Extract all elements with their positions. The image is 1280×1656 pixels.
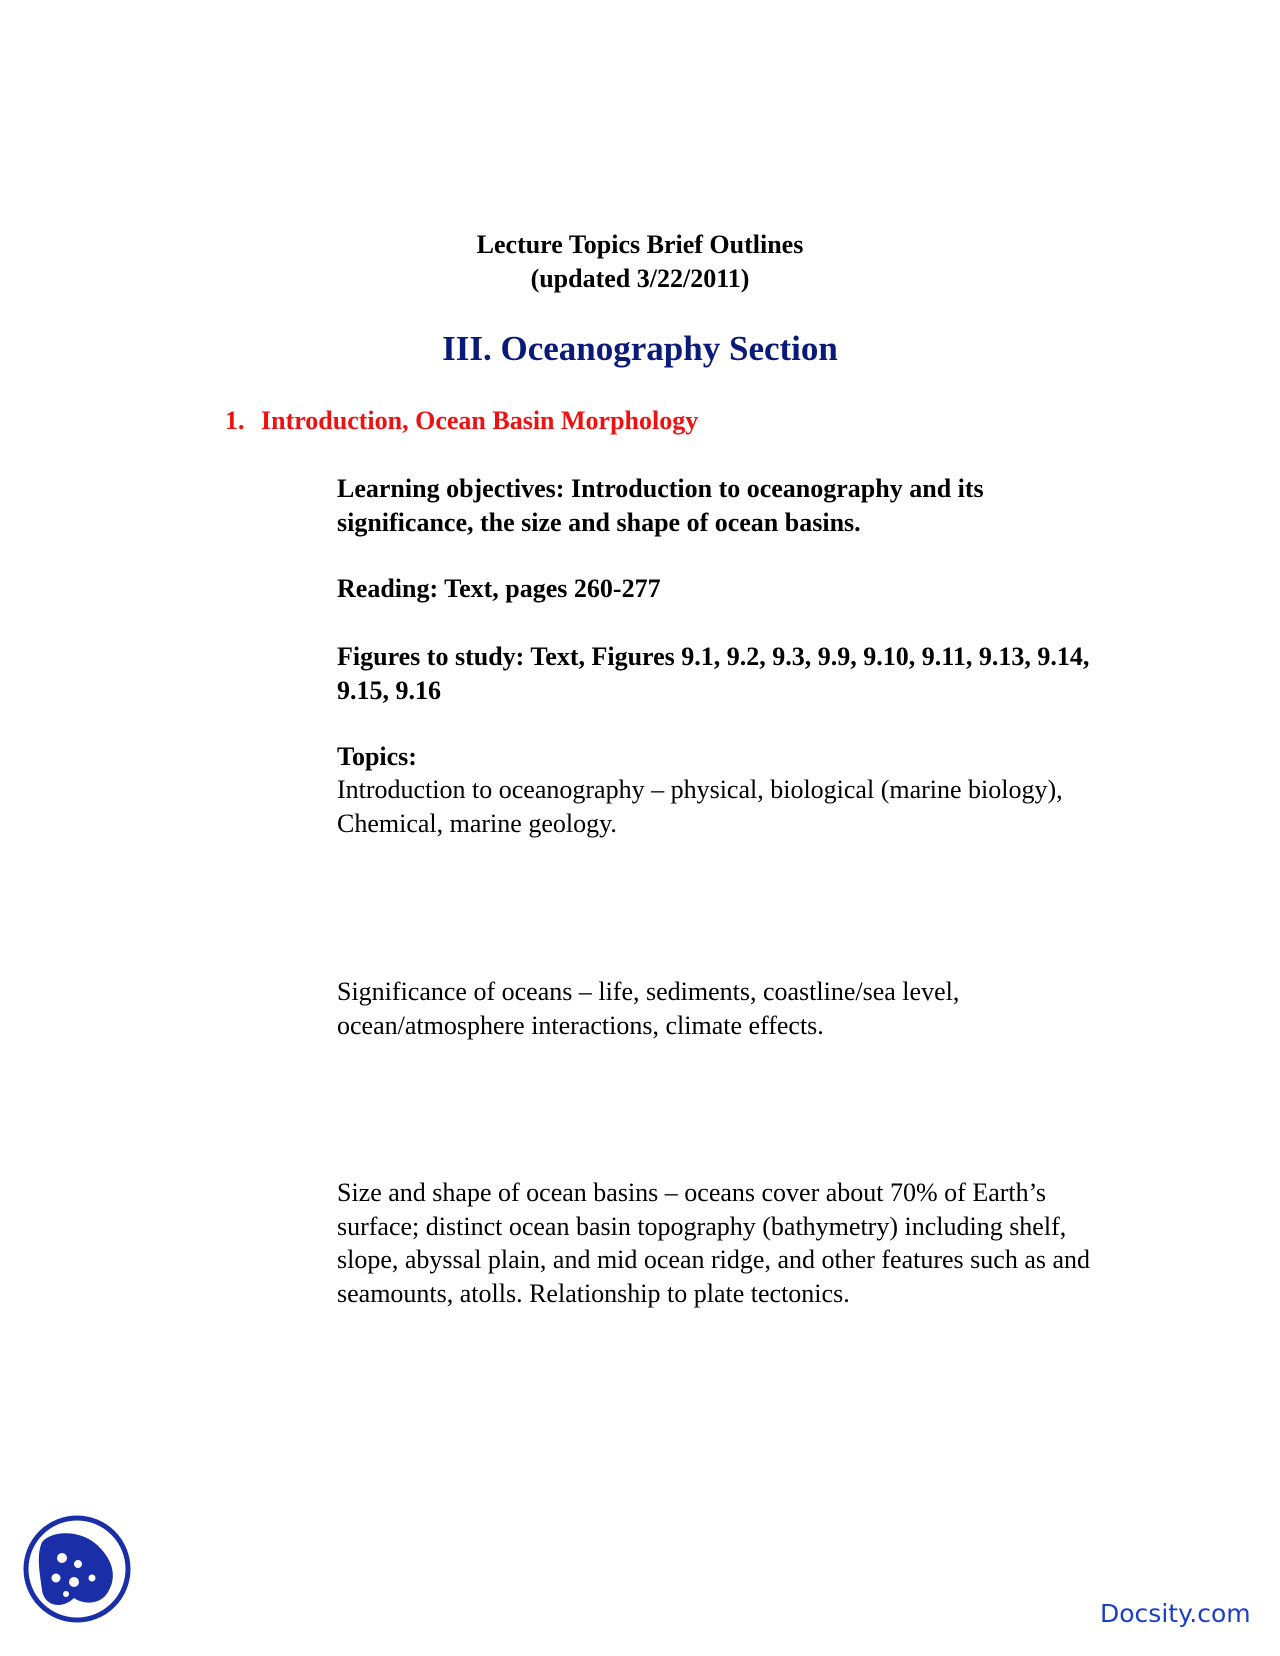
document-title: Lecture Topics Brief Outlines bbox=[476, 230, 804, 259]
reading-assignment: Reading: Text, pages 260-277 bbox=[337, 574, 661, 603]
updated-date: (updated 3/22/2011) bbox=[530, 264, 750, 293]
topic-item: Significance of oceans – life, sediments, coastline/sea level, ocean/atmosphere interactions, climate effects. bbox=[337, 977, 960, 1040]
topic-number: 1. bbox=[225, 406, 245, 435]
docsity-logo-icon bbox=[22, 1514, 132, 1624]
topic-item: Introduction to oceanography – physical, biological (marine biology), Chemical, marine geology. bbox=[337, 775, 1063, 838]
learning-objectives: Learning objectives: Introduction to oceanography and its significance, the size and shape of ocean basins. bbox=[337, 474, 984, 537]
docsity-brand[interactable]: Docsity.com bbox=[1100, 1599, 1251, 1628]
topic-heading bbox=[225, 404, 698, 438]
topics-label: Topics: bbox=[337, 742, 417, 771]
topic-item: Size and shape of ocean basins – oceans cover about 70% of Earth’s surface; distinct ocean basin topography (bathymetry) including shelf, slope, abyssal plain, and mid ocean ridge, and other features such as and seamounts, atolls. Relationship to plate tectonics. bbox=[337, 1178, 1091, 1308]
figures-to-study: Figures to study: Text, Figures 9.1, 9.2, 9.3, 9.9, 9.10, 9.11, 9.13, 9.14, 9.15, 9.16 bbox=[337, 642, 1090, 705]
topic-title: Introduction, Ocean Basin Morphology bbox=[261, 406, 699, 435]
section-title: III. Oceanography Section bbox=[442, 329, 838, 368]
